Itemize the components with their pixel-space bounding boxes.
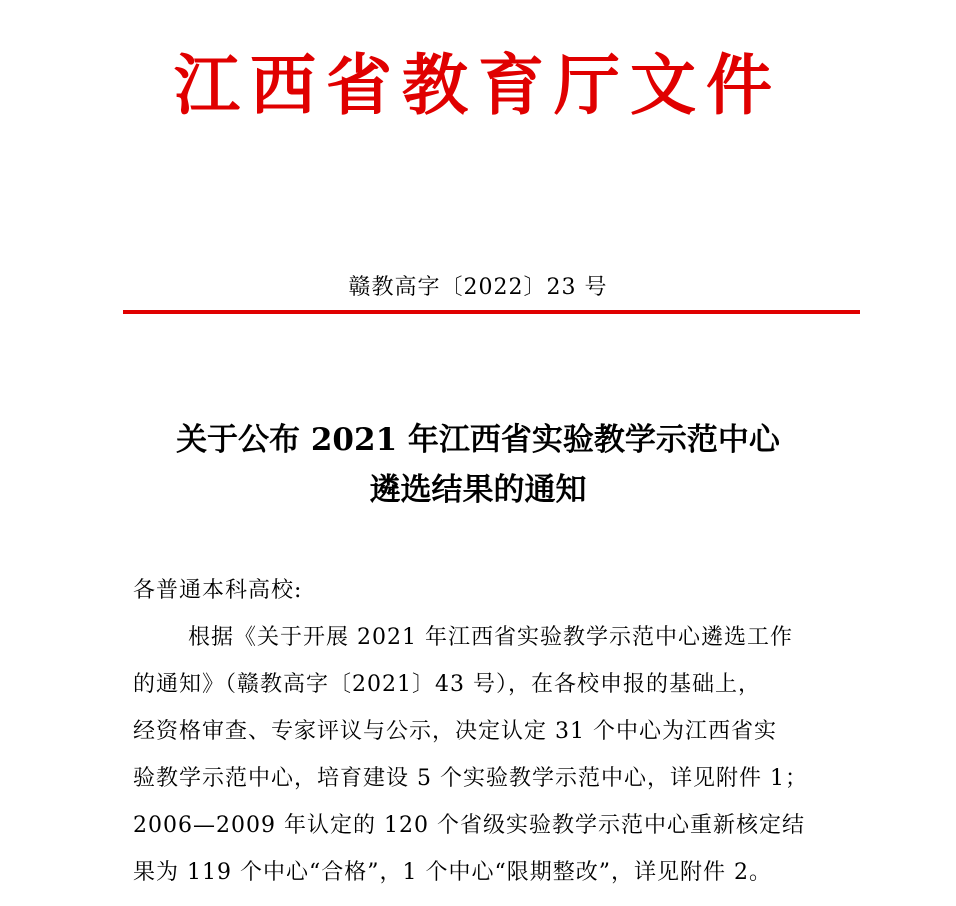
salutation: 各普通本科高校: <box>133 578 303 603</box>
body-line: 的通知》（赣教高字〔2021〕43 号），在各校申报的基础上， <box>133 672 761 697</box>
body-paragraph <box>133 622 873 904</box>
body-line: 经资格审查、专家评议与公示，决定认定 31 个中心为江西省实 <box>133 719 777 744</box>
body-line: 果为 119 个中心“合格”，1 个中心“限期整改”，详见附件 2。 <box>133 860 772 885</box>
notice-title-line-1: 关于公布 2021 年江西省实验教学示范中心 <box>176 422 780 458</box>
body-line: 2006—2009 年认定的 120 个省级实验教学示范中心重新核定结 <box>133 813 805 838</box>
notice-title-line-2: 遴选结果的通知 <box>369 472 587 508</box>
red-divider <box>123 310 860 314</box>
document-number: 赣教高字〔2022〕23 号 <box>348 275 608 300</box>
issuer-header: 江西省教育厅文件 <box>174 46 782 124</box>
notice-title <box>0 415 956 515</box>
body-line: 验教学示范中心，培育建设 5 个实验教学示范中心，详见附件 1； <box>133 766 808 791</box>
body-line: 根据《关于开展 2021 年江西省实验教学示范中心遴选工作 <box>188 625 793 650</box>
